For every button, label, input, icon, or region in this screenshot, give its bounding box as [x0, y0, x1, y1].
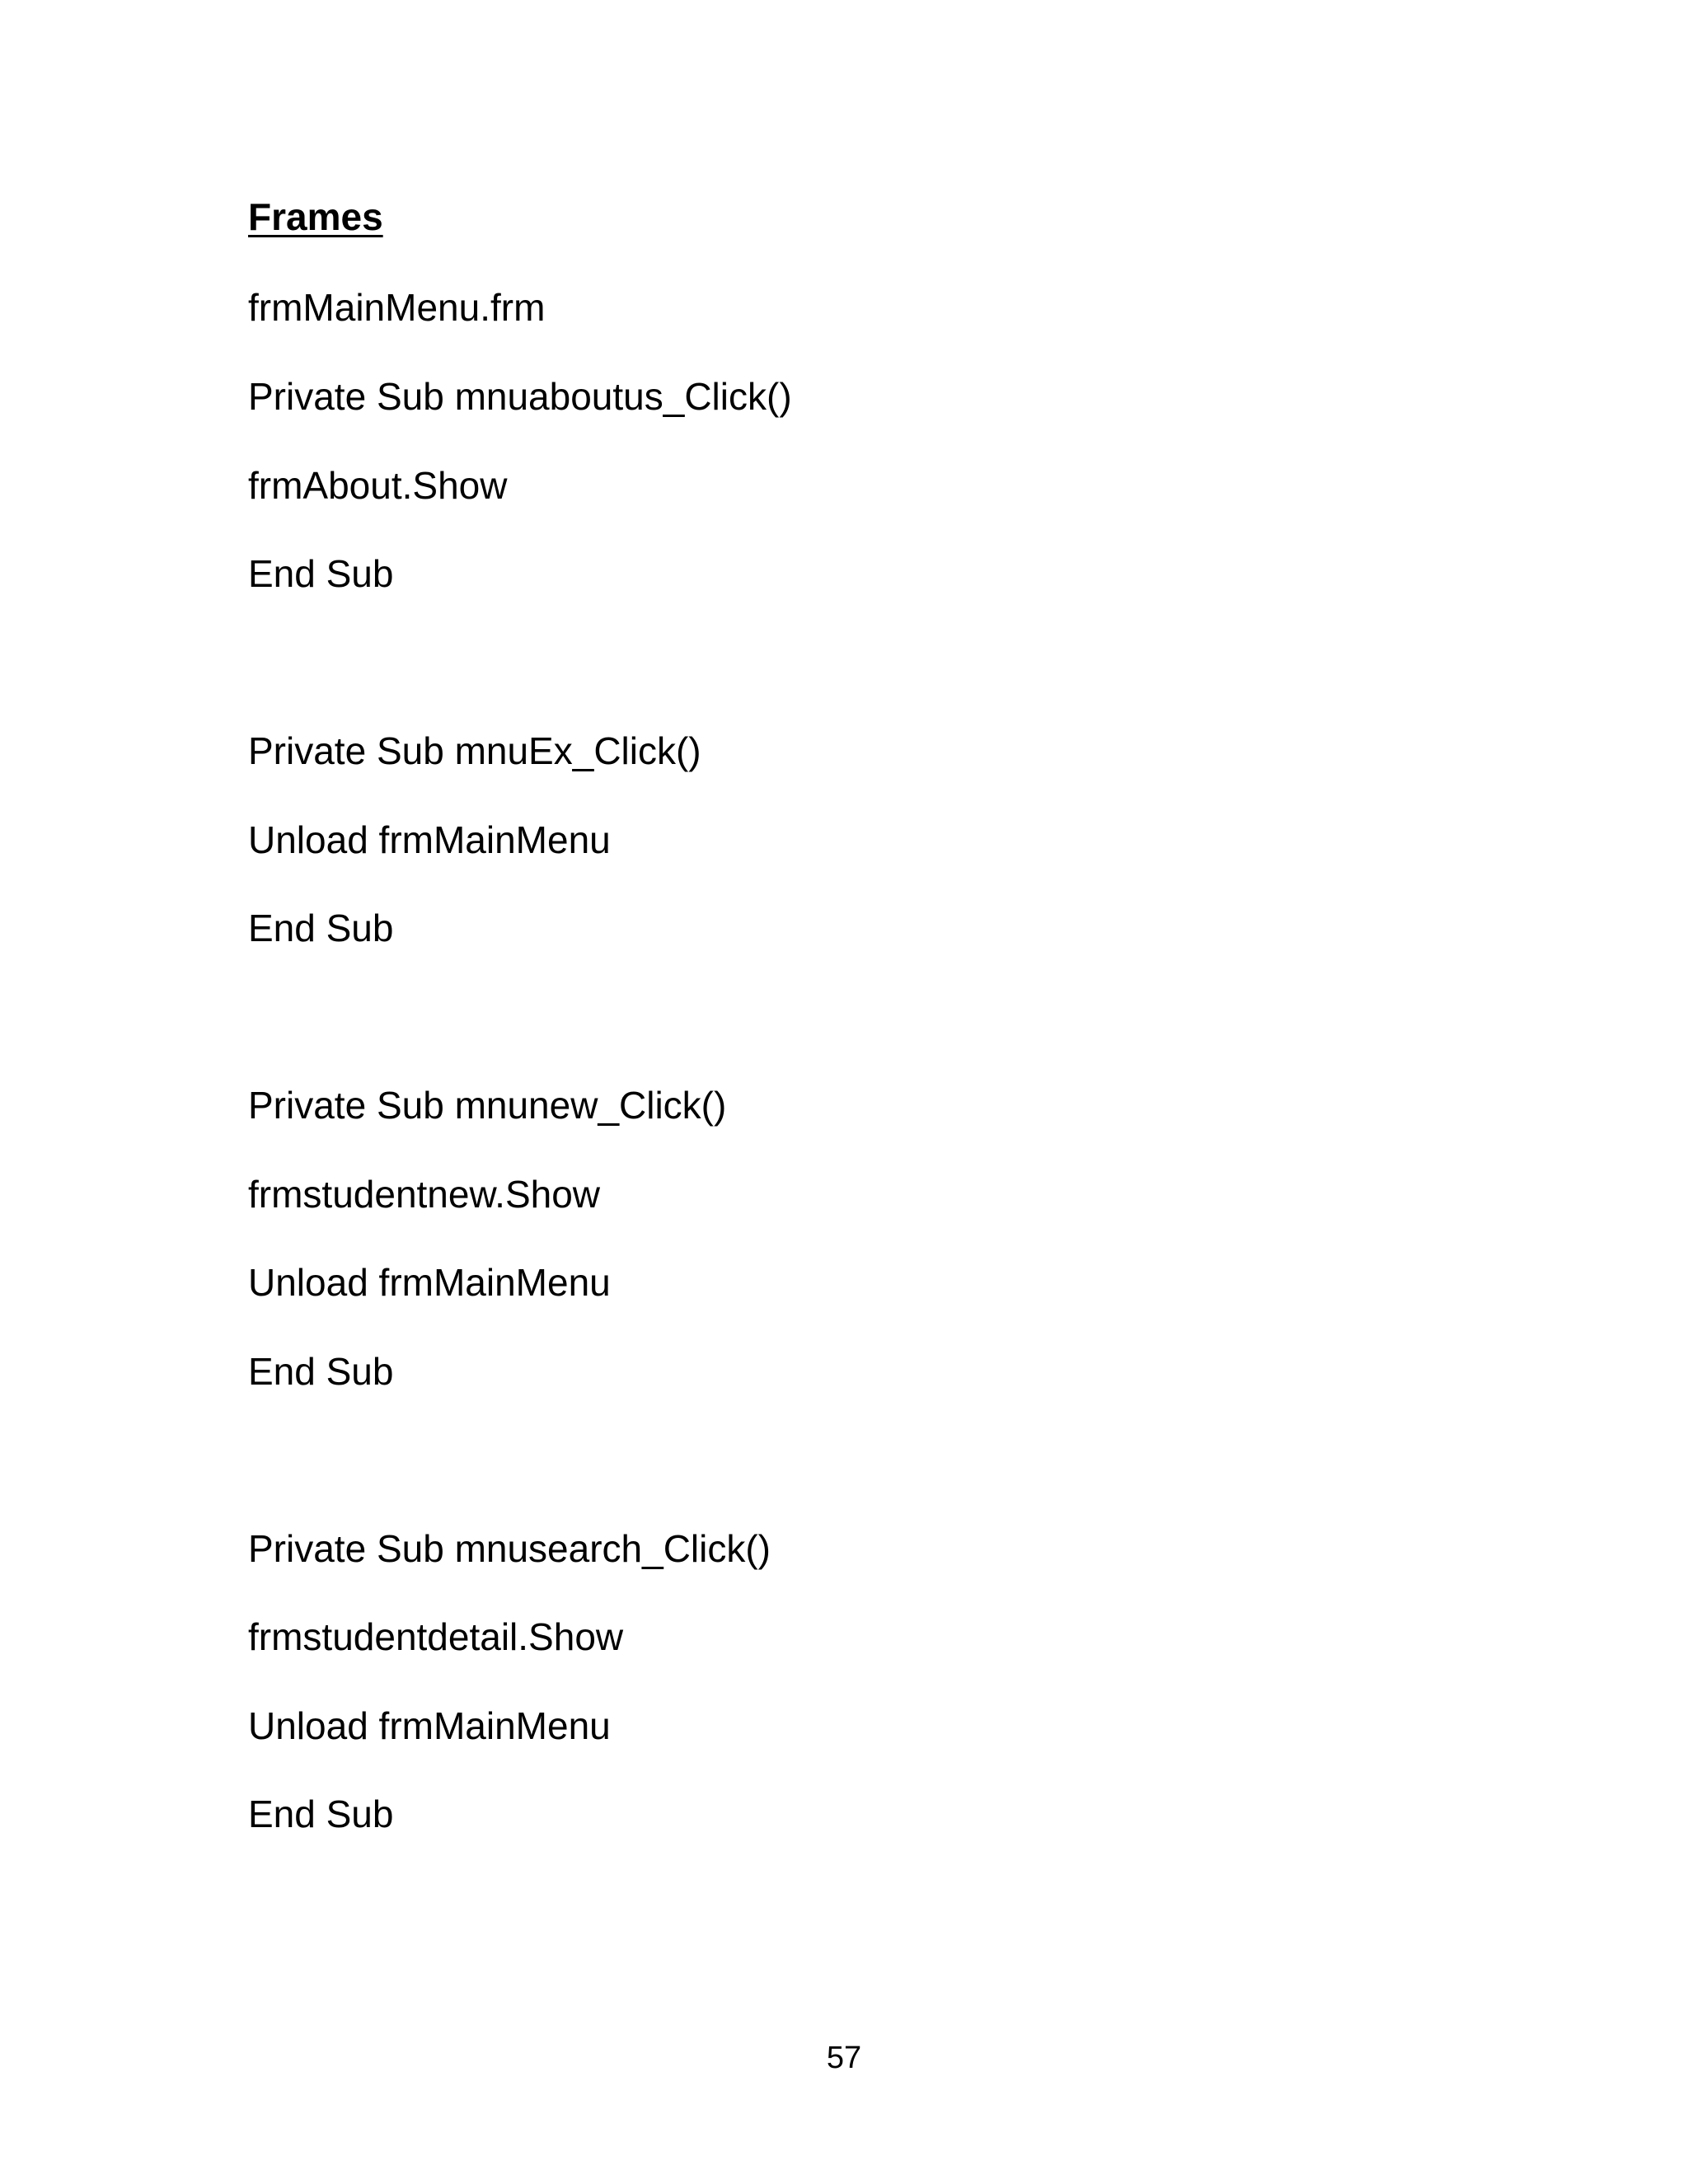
page-number: 57	[826, 2041, 862, 2075]
code-line: Unload frmMainMenu	[248, 1704, 611, 1747]
code-line: End Sub	[248, 907, 394, 949]
section-heading: Frames	[248, 195, 383, 238]
code-line: End Sub	[248, 552, 394, 595]
code-line: frmstudentnew.Show	[248, 1173, 601, 1216]
code-line: frmAbout.Show	[248, 464, 508, 507]
code-line: Private Sub mnusearch_Click()	[248, 1527, 771, 1570]
code-line: End Sub	[248, 1350, 394, 1393]
code-line: End Sub	[248, 1793, 394, 1835]
code-line: Private Sub mnuaboutus_Click()	[248, 375, 792, 418]
code-line: Unload frmMainMenu	[248, 818, 611, 861]
code-line: Private Sub mnunew_Click()	[248, 1084, 727, 1127]
code-line: frmMainMenu.frm	[248, 286, 546, 329]
code-line: Unload frmMainMenu	[248, 1261, 611, 1304]
code-line: Private Sub mnuEx_Click()	[248, 729, 701, 772]
code-line: frmstudentdetail.Show	[248, 1615, 624, 1658]
